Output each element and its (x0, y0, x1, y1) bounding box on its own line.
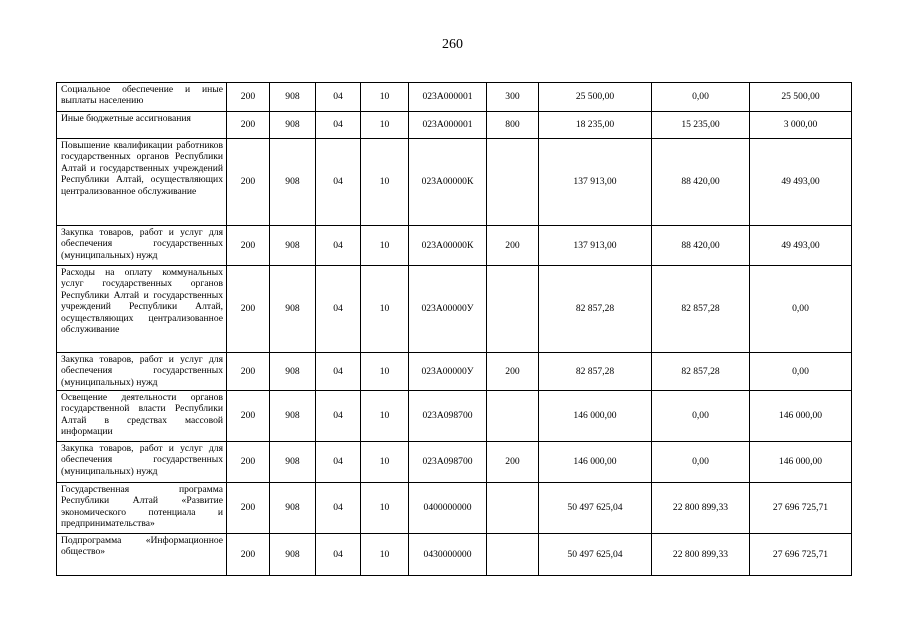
cell-target-item: 023А00000К (409, 139, 487, 226)
cell-code-2: 908 (270, 391, 316, 442)
cell-expense-type (487, 266, 539, 353)
cell-target-item: 0400000000 (409, 483, 487, 534)
cell-amount-3: 27 696 725,71 (750, 483, 852, 534)
cell-amount-1: 82 857,28 (539, 266, 652, 353)
cell-code-1: 200 (227, 483, 270, 534)
cell-amount-1: 137 913,00 (539, 226, 652, 266)
cell-amount-3: 146 000,00 (750, 442, 852, 483)
table-row (57, 442, 852, 483)
cell-section: 04 (316, 483, 361, 534)
cell-expense-type: 200 (487, 353, 539, 391)
cell-subsection: 10 (361, 226, 409, 266)
cell-section: 04 (316, 442, 361, 483)
cell-subsection: 10 (361, 112, 409, 139)
cell-amount-2: 15 235,00 (652, 112, 750, 139)
cell-subsection: 10 (361, 442, 409, 483)
cell-amount-2: 88 420,00 (652, 139, 750, 226)
cell-amount-3: 146 000,00 (750, 391, 852, 442)
cell-amount-3: 27 696 725,71 (750, 534, 852, 576)
cell-code-2: 908 (270, 534, 316, 576)
cell-amount-1: 137 913,00 (539, 139, 652, 226)
cell-amount-1: 25 500,00 (539, 83, 652, 112)
cell-section: 04 (316, 226, 361, 266)
cell-amount-2: 0,00 (652, 442, 750, 483)
cell-amount-2: 0,00 (652, 391, 750, 442)
cell-subsection: 10 (361, 483, 409, 534)
cell-amount-1: 146 000,00 (539, 442, 652, 483)
cell-code-1: 200 (227, 391, 270, 442)
cell-section: 04 (316, 391, 361, 442)
cell-code-2: 908 (270, 353, 316, 391)
cell-amount-2: 82 857,28 (652, 266, 750, 353)
cell-amount-2: 0,00 (652, 83, 750, 112)
cell-target-item: 023А00000У (409, 353, 487, 391)
cell-target-item: 0430000000 (409, 534, 487, 576)
cell-expense-type: 200 (487, 226, 539, 266)
cell-amount-1: 50 497 625,04 (539, 534, 652, 576)
cell-amount-3: 25 500,00 (750, 83, 852, 112)
cell-code-1: 200 (227, 442, 270, 483)
cell-amount-1: 50 497 625,04 (539, 483, 652, 534)
cell-code-2: 908 (270, 139, 316, 226)
cell-target-item: 023А000001 (409, 83, 487, 112)
cell-expense-type (487, 534, 539, 576)
table-row (57, 226, 852, 266)
row-name: Закупка товаров, работ и услуг для обеспечения государственных (муниципальных) нужд (57, 353, 227, 391)
table-row (57, 139, 852, 226)
cell-code-1: 200 (227, 139, 270, 226)
cell-expense-type (487, 139, 539, 226)
cell-amount-2: 22 800 899,33 (652, 534, 750, 576)
cell-section: 04 (316, 266, 361, 353)
cell-amount-2: 82 857,28 (652, 353, 750, 391)
cell-target-item: 023А098700 (409, 442, 487, 483)
cell-code-1: 200 (227, 226, 270, 266)
cell-code-2: 908 (270, 442, 316, 483)
cell-section: 04 (316, 112, 361, 139)
cell-expense-type: 800 (487, 112, 539, 139)
row-name: Освещение деятельности органов государственной власти Республики Алтай в средствах массовой информации (57, 391, 227, 442)
table-row (57, 483, 852, 534)
cell-subsection: 10 (361, 266, 409, 353)
cell-code-1: 200 (227, 83, 270, 112)
cell-code-2: 908 (270, 266, 316, 353)
row-name: Повышение квалификации работников государственных органов Республики Алтай и государственных учреждений Республики Алтай, осуществляющих централизованное обслуживание (57, 139, 227, 226)
row-name: Расходы на оплату коммунальных услуг государственных органов Республики Алтай и государственных учреждений Республики Алтай, осуществляющих централизованное обслуживание (57, 266, 227, 353)
cell-subsection: 10 (361, 534, 409, 576)
cell-expense-type: 200 (487, 442, 539, 483)
cell-target-item: 023А00000У (409, 266, 487, 353)
table-row (57, 353, 852, 391)
cell-code-2: 908 (270, 226, 316, 266)
cell-amount-1: 146 000,00 (539, 391, 652, 442)
cell-expense-type (487, 483, 539, 534)
cell-code-1: 200 (227, 112, 270, 139)
row-name: Закупка товаров, работ и услуг для обеспечения государственных (муниципальных) нужд (57, 226, 227, 266)
cell-section: 04 (316, 353, 361, 391)
cell-section: 04 (316, 83, 361, 112)
row-name: Социальное обеспечение и иные выплаты населению (57, 83, 227, 112)
cell-target-item: 023А098700 (409, 391, 487, 442)
budget-table (56, 82, 852, 576)
cell-amount-1: 82 857,28 (539, 353, 652, 391)
cell-subsection: 10 (361, 391, 409, 442)
cell-amount-2: 88 420,00 (652, 226, 750, 266)
cell-expense-type (487, 391, 539, 442)
cell-subsection: 10 (361, 353, 409, 391)
cell-target-item: 023А00000К (409, 226, 487, 266)
cell-amount-3: 0,00 (750, 353, 852, 391)
cell-section: 04 (316, 139, 361, 226)
table-row (57, 266, 852, 353)
cell-subsection: 10 (361, 83, 409, 112)
cell-amount-3: 3 000,00 (750, 112, 852, 139)
cell-code-2: 908 (270, 483, 316, 534)
page-number: 260 (442, 37, 463, 52)
table-row (57, 112, 852, 139)
cell-target-item: 023А000001 (409, 112, 487, 139)
cell-code-1: 200 (227, 534, 270, 576)
cell-expense-type: 300 (487, 83, 539, 112)
cell-subsection: 10 (361, 139, 409, 226)
row-name: Иные бюджетные ассигнования (57, 112, 227, 139)
cell-section: 04 (316, 534, 361, 576)
row-name: Государственная программа Республики Алтай «Развитие экономического потенциала и предпринимательства» (57, 483, 227, 534)
cell-code-1: 200 (227, 266, 270, 353)
cell-code-2: 908 (270, 83, 316, 112)
cell-amount-3: 0,00 (750, 266, 852, 353)
table-row (57, 83, 852, 112)
row-name: Подпрограмма «Информационное общество» (57, 534, 227, 576)
table-row (57, 391, 852, 442)
cell-amount-2: 22 800 899,33 (652, 483, 750, 534)
cell-amount-1: 18 235,00 (539, 112, 652, 139)
row-name: Закупка товаров, работ и услуг для обеспечения государственных (муниципальных) нужд (57, 442, 227, 483)
cell-code-1: 200 (227, 353, 270, 391)
table-row (57, 534, 852, 576)
cell-code-2: 908 (270, 112, 316, 139)
cell-amount-3: 49 493,00 (750, 139, 852, 226)
cell-amount-3: 49 493,00 (750, 226, 852, 266)
